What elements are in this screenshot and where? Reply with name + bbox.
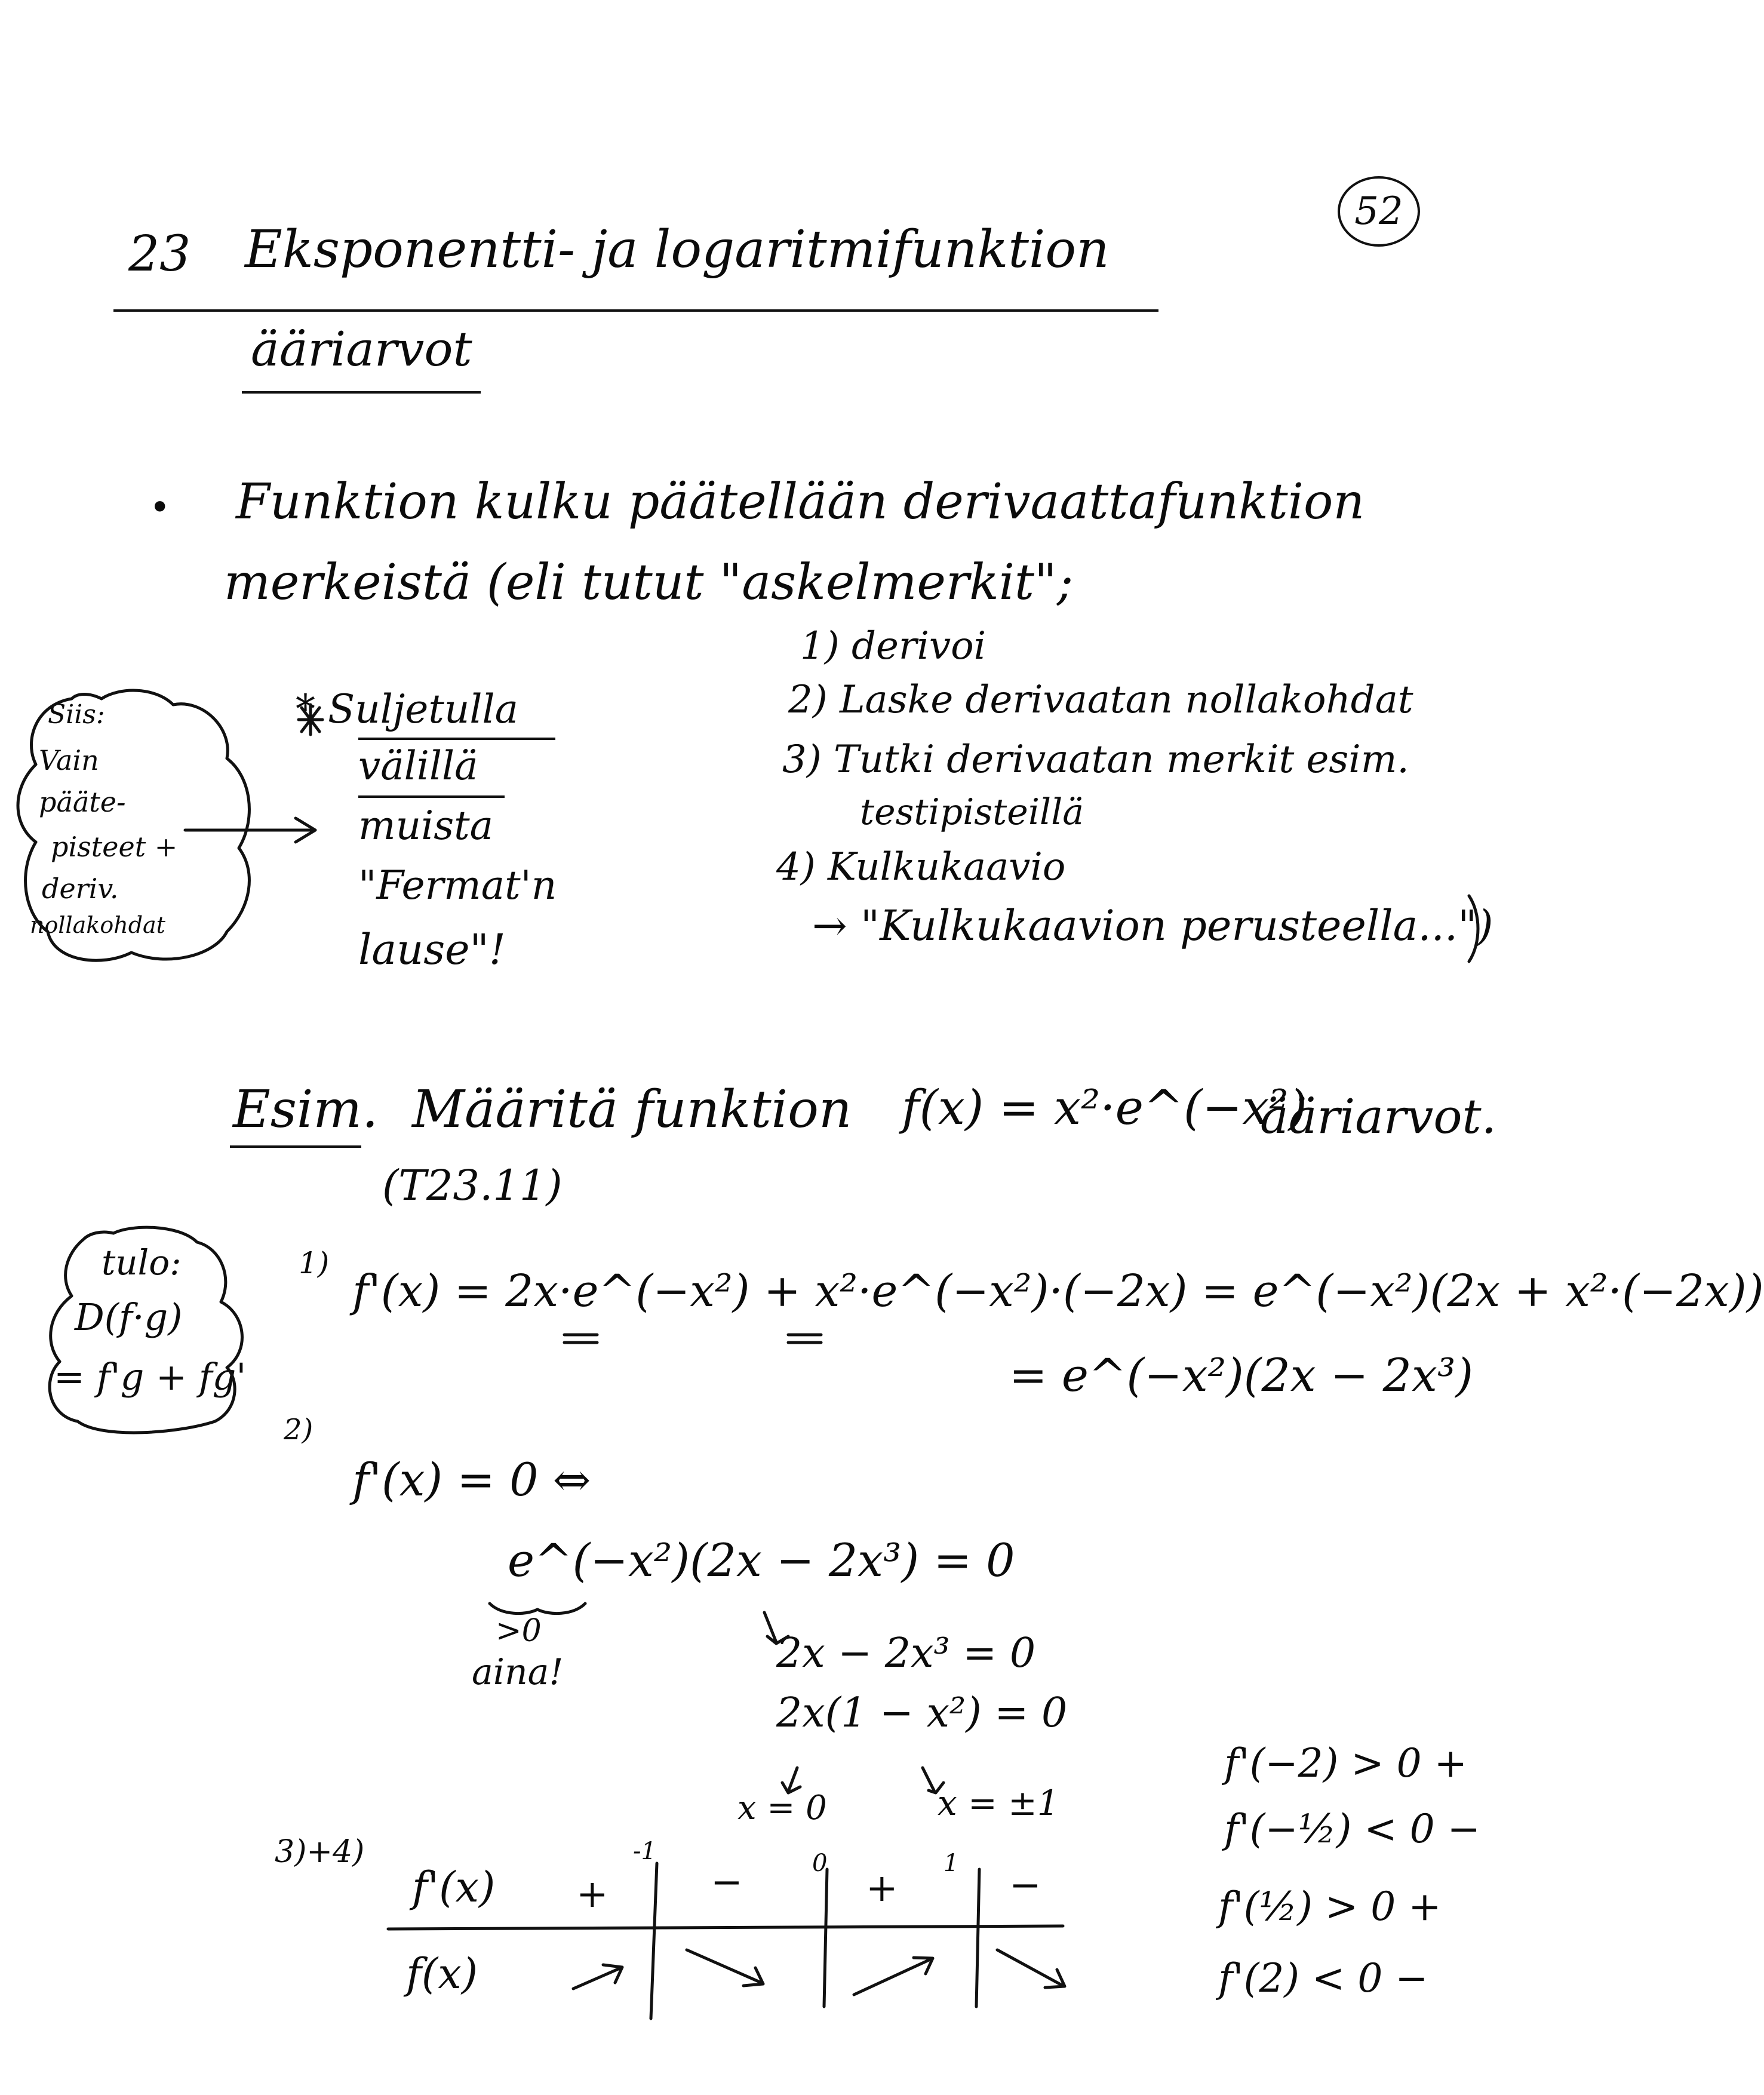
table-sign: − <box>1009 1863 1041 1907</box>
table-sign: − <box>711 1860 743 1904</box>
product-rule-line: tulo: <box>102 1242 182 1283</box>
table-divider <box>824 1869 827 2007</box>
increasing-arrow <box>573 1965 622 1989</box>
table-row2-label: f(x) <box>406 1949 478 1998</box>
table-sign: + <box>576 1872 609 1916</box>
cloud-note-line: pisteet + <box>51 831 178 863</box>
title-underline <box>113 309 1158 312</box>
example-function: f(x) = x²·e^(−x²) <box>902 1080 1307 1135</box>
cloud-note-line: deriv. <box>42 873 119 905</box>
table-point: -1 <box>633 1838 656 1865</box>
cloud-note-line: Vain <box>39 744 99 776</box>
step2-line1: f'(x) = 0 ⇔ <box>352 1453 591 1506</box>
test-point: f'(−2) > 0 + <box>1224 1740 1467 1786</box>
step-item: 4) Kulkukaavio <box>776 845 1066 889</box>
table-point: 1 <box>944 1850 959 1877</box>
table-label: 3)+4) <box>275 1834 365 1870</box>
test-point: f'(½) > 0 + <box>1218 1884 1442 1930</box>
title-underline-2 <box>242 391 481 394</box>
step-item: 3) Tutki derivaatan merkit esim. <box>782 738 1409 782</box>
table-point: 0 <box>812 1850 828 1877</box>
table-divider <box>651 1863 657 2019</box>
star-note-line: välillä <box>358 743 478 789</box>
star-note-line: lause"! <box>358 925 506 974</box>
star-note-line: muista <box>358 803 493 849</box>
section-title-line2: ääriarvot <box>251 321 472 377</box>
cloud-note-line: Siis: <box>48 699 105 730</box>
step-item: → "Kulkukaavion perusteella...") <box>812 901 1493 950</box>
step2-line2: e^(−x²)(2x − 2x³) = 0 <box>508 1534 1015 1587</box>
product-rule-line: = f'g + fg' <box>54 1355 247 1399</box>
bullet-line1: Funktion kulku päätellään derivaattafunktion <box>236 474 1365 530</box>
step-item: testipisteillä <box>860 791 1084 833</box>
star-note-underline <box>358 795 505 798</box>
increasing-arrow <box>854 1958 933 1995</box>
star-note-underline <box>358 738 555 740</box>
star-note-line: * Suljetulla <box>296 686 518 732</box>
table-horizontal-line <box>388 1926 1063 1929</box>
bullet-dot: • <box>149 487 171 529</box>
step2-always: aina! <box>472 1651 564 1693</box>
product-rule-line: D(f·g) <box>75 1295 183 1339</box>
example-suffix: ääriarvot. <box>1260 1089 1497 1144</box>
step-item: 2) Laske derivaatan nollakohdat <box>788 678 1413 722</box>
step1-line2: = e^(−x²)(2x − 2x³) <box>1009 1348 1473 1402</box>
table-divider <box>976 1869 979 2007</box>
cloud-note-line: nollakohdat <box>30 912 165 938</box>
page-number: 52 <box>1338 176 1420 247</box>
brace <box>490 1603 585 1614</box>
star-note-line: "Fermat'n <box>358 862 557 908</box>
step2-label: 2) <box>284 1413 314 1446</box>
decreasing-arrow <box>997 1950 1065 1988</box>
step1-line1: f'(x) = 2x·e^(−x²) + x²·e^(−x²)·(−2x) = e^(−x²)(2x + x²·(−2x)) <box>352 1265 1764 1317</box>
right-arrow <box>185 818 315 842</box>
cloud-note-line: pääte- <box>39 786 126 818</box>
example-underline <box>230 1145 361 1148</box>
section-title-line1: Eksponentti- ja logaritmifunktion <box>245 220 1110 279</box>
example-text: Määritä funktion <box>412 1080 852 1139</box>
section-number: 23 <box>128 226 191 282</box>
step1-label: 1) <box>299 1246 330 1280</box>
step-item: 1) derivoi <box>800 624 987 668</box>
step2-root1: x = 0 <box>737 1789 827 1827</box>
test-point: f'(2) < 0 − <box>1218 1955 1428 2001</box>
step2-line3: 2x − 2x³ = 0 <box>776 1630 1036 1677</box>
decreasing-arrow <box>687 1950 763 1986</box>
example-label: Esim. <box>233 1080 379 1139</box>
test-point: f'(−½) < 0 − <box>1224 1806 1480 1852</box>
bullet-line2: merkeistä (eli tutut "askelmerkit"; <box>224 554 1074 611</box>
step2-positive-note: >0 <box>496 1613 542 1649</box>
step2-root2: x = ±1 <box>938 1783 1059 1823</box>
step2-line4: 2x(1 − x²) = 0 <box>776 1689 1068 1737</box>
table-row1-label: f'(x) <box>412 1863 496 1912</box>
table-sign: + <box>866 1866 898 1910</box>
example-reference: (T23.11) <box>382 1161 563 1210</box>
